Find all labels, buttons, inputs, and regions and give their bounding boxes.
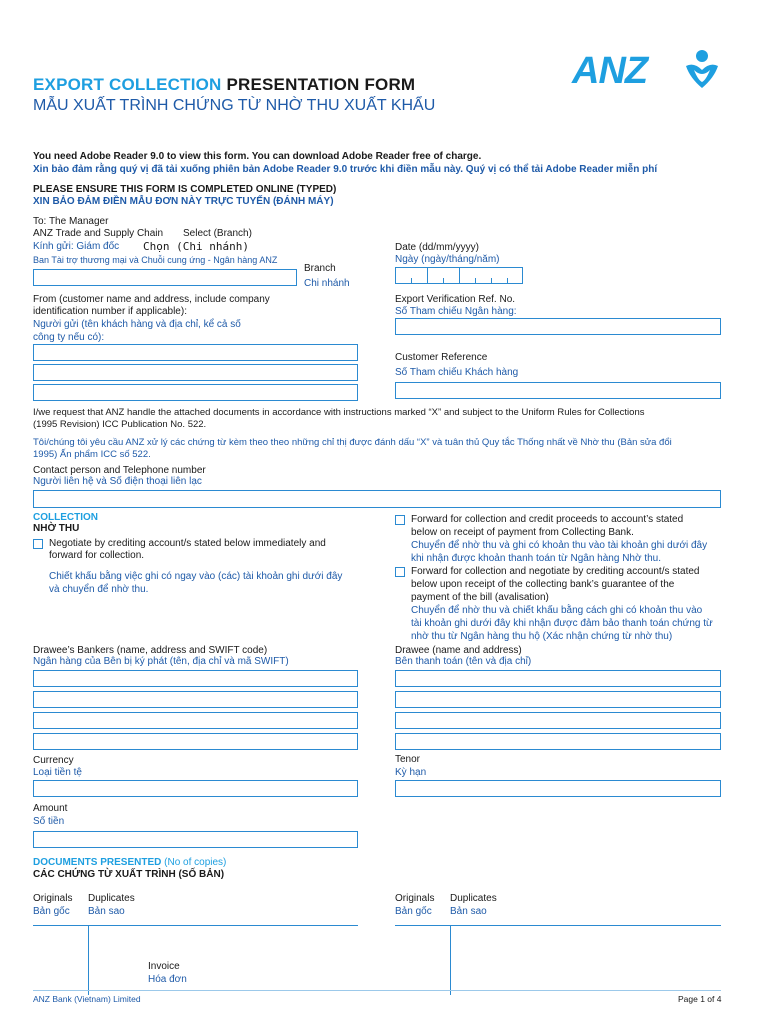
footer-company: ANZ Bank (Vietnam) Limited [33,994,141,1004]
amount-label-vi: Số tiền [33,816,65,827]
request-text-2: (1995 Revision) ICC Publication No. 522. [33,419,207,430]
opt1-label-vi-2: và chuyển để nhờ thu. [49,584,149,595]
opt2-label-2: below on receipt of payment from Collecting Bank. [411,527,634,538]
opt2-label-vi-2: khi nhận được khoản thanh toán từ Ngân hàng Nhờ thu. [411,553,662,564]
drawee-label: Drawee (name and address) [395,645,522,656]
from-label: From (customer name and address, include company [33,294,270,305]
documents-title: DOCUMENTS PRESENTED (No of copies) [33,857,227,868]
anz-logo: ANZ [572,48,722,94]
contact-field[interactable] [33,490,721,508]
export-ref-label-vi: Số Tham chiếu Ngân hàng: [395,306,517,317]
drawee-field-1[interactable] [395,670,721,687]
branch-label-vi: Chi nhánh [304,278,350,289]
customer-ref-label: Customer Reference [395,352,488,363]
adobe-notice-vi: Xin bảo đảm rằng quý vị đã tải xuống phiên bản Adobe Reader 9.0 trước khi điền mẫu này. Quý vị có thể tải Adobe Reader miễn phí [33,164,658,175]
originals-label-left: Originals [33,893,73,904]
drawee-bankers-field-4[interactable] [33,733,358,750]
forward-credit-checkbox[interactable] [395,515,405,525]
request-text: I/we request that ANZ handle the attached documents in accordance with instructions marked “X” and subject to the Uniform Rules for Collections [33,407,645,418]
currency-label: Currency [33,755,74,766]
collection-title-vi: NHỜ THU [33,523,80,534]
opt2-label: Forward for collection and credit proceeds to account’s stated [411,514,684,525]
drawee-bankers-label: Drawee’s Bankers (name, address and SWIFT code) [33,645,268,656]
from-field-2[interactable] [33,364,358,381]
originals-label-vi-left: Bản gốc [33,906,70,917]
online-notice-vi: XIN BẢO ĐẢM ĐIỀN MẪU ĐƠN NÀY TRỰC TUYẾN (ĐÁNH MÁY) [33,196,334,207]
drawee-label-vi: Bên thanh toán (tên và địa chỉ) [395,656,532,667]
tenor-field[interactable] [395,780,721,797]
invoice-label-vi: Hóa đơn [148,974,187,985]
from-label-vi: Người gửi (tên khách hàng và địa chỉ, kể cả số [33,319,241,330]
opt3-label-vi-2: tài khoản ghi dưới đây khi nhận được đảm bảo thanh toán chứng từ [411,618,713,629]
doc-table-divider-right [450,925,451,995]
online-notice: PLEASE ENSURE THIS FORM IS COMPLETED ONLINE (TYPED) [33,184,337,195]
drawee-bankers-field-2[interactable] [33,691,358,708]
duplicates-label-left: Duplicates [88,893,135,904]
doc-table-line-right [395,925,721,926]
contact-label: Contact person and Telephone number [33,465,206,476]
dept-label-vi: Ban Tài trợ thương mại và Chuỗi cung ứng - Ngân hàng ANZ [33,255,278,265]
date-label-vi: Ngày (ngày/tháng/năm) [395,254,500,265]
negotiate-checkbox[interactable] [33,539,43,549]
tenor-label: Tenor [395,754,421,765]
date-label: Date (dd/mm/yyyy) [395,242,479,253]
adobe-notice: You need Adobe Reader 9.0 to view this form. You can download Adobe Reader free of charge. [33,151,482,162]
opt1-label-2: forward for collection. [49,550,145,561]
originals-label-vi-right: Bản gốc [395,906,432,917]
opt1-label-vi: Chiết khấu bằng việc ghi có ngay vào (các) tài khoản ghi dưới đây [49,571,343,582]
currency-label-vi: Loại tiền tệ [33,767,82,778]
from-label-2: identification number if applicable): [33,306,187,317]
tenor-label-vi: Kỳ hạn [395,767,427,778]
duplicates-label-right: Duplicates [450,893,497,904]
branch-field[interactable] [33,269,297,286]
collection-title: COLLECTION [33,512,98,523]
amount-field[interactable] [33,831,358,848]
export-ref-label: Export Verification Ref. No. [395,294,516,305]
contact-label-vi: Người liên hệ và Số điện thoại liên lạc [33,476,202,487]
duplicates-label-vi-left: Bản sao [88,906,125,917]
branch-label: Branch [304,263,336,274]
to-label: To: The Manager [33,216,109,227]
opt3-label-vi-3: nhờ thu từ Ngân hàng thu hộ (Xác nhận chứng từ nhờ thu) [411,631,673,642]
footer-page: Page 1 of 4 [678,994,722,1004]
to-label-vi: Kính gửi: Giám đốc [33,241,120,252]
invoice-originals-field[interactable] [33,926,88,956]
originals-label-right: Originals [395,893,435,904]
opt1-label: Negotiate by crediting account/s stated below immediately and [49,538,326,549]
anz-people-icon [684,48,720,92]
footer-divider [33,990,721,991]
invoice-label: Invoice [148,961,180,972]
drawee-bankers-label-vi: Ngân hàng của Bên bị ký phát (tên, địa chỉ và mã SWIFT) [33,656,289,667]
drawee-field-3[interactable] [395,712,721,729]
customer-ref-label-vi: Số Tham chiếu Khách hàng [395,367,519,378]
opt3-label-vi: Chuyển để nhờ thu và chiết khấu bằng cách ghi có khoản thu vào [411,605,703,616]
duplicates-label-vi-right: Bản sao [450,906,487,917]
from-label-vi-2: công ty nếu có): [33,332,105,343]
from-field-3[interactable] [33,384,358,401]
request-text-vi-2: 1995) Ấn phẩm ICC số 522. [33,449,151,460]
drawee-bankers-field-3[interactable] [33,712,358,729]
opt3-label-2: below upon receipt of the collecting bank’s guarantee of the [411,579,675,590]
request-text-vi: Tôi/chúng tôi yêu cầu ANZ xử lý các chứng từ kèm theo theo những chỉ thị được đánh dấu “X” và tuân thủ Quy tắc Thống nhất về Nhờ thu (Bản sửa đổi [33,437,672,448]
documents-title-vi: CÁC CHỨNG TỪ XUẤT TRÌNH (SỐ BẢN) [33,869,225,880]
select-branch-label: Select (Branch) [183,228,252,239]
opt2-label-vi: Chuyển để nhờ thu và ghi có khoản thu vào tài khoản ghi dưới đây [411,540,708,551]
drawee-bankers-field-1[interactable] [33,670,358,687]
drawee-field-2[interactable] [395,691,721,708]
form-title-vi: MẪU XUẤT TRÌNH CHỨNG TỪ NHỜ THU XUẤT KHẨU [33,97,436,114]
currency-field[interactable] [33,780,358,797]
form-title: EXPORT COLLECTION PRESENTATION FORM [33,75,416,94]
invoice-duplicates-field[interactable] [89,926,144,956]
customer-ref-field[interactable] [395,382,721,399]
from-field-1[interactable] [33,344,358,361]
opt3-label: Forward for collection and negotiate by crediting account/s stated [411,566,700,577]
drawee-field-4[interactable] [395,733,721,750]
forward-negotiate-checkbox[interactable] [395,567,405,577]
opt3-label-3: payment of the bill (avalisation) [411,592,549,603]
export-ref-field[interactable] [395,318,721,335]
dept-label: ANZ Trade and Supply Chain [33,228,164,239]
date-field[interactable] [395,267,523,284]
branch-select[interactable]: Chọn (Chi nhánh) [143,240,249,253]
amount-label: Amount [33,803,68,814]
